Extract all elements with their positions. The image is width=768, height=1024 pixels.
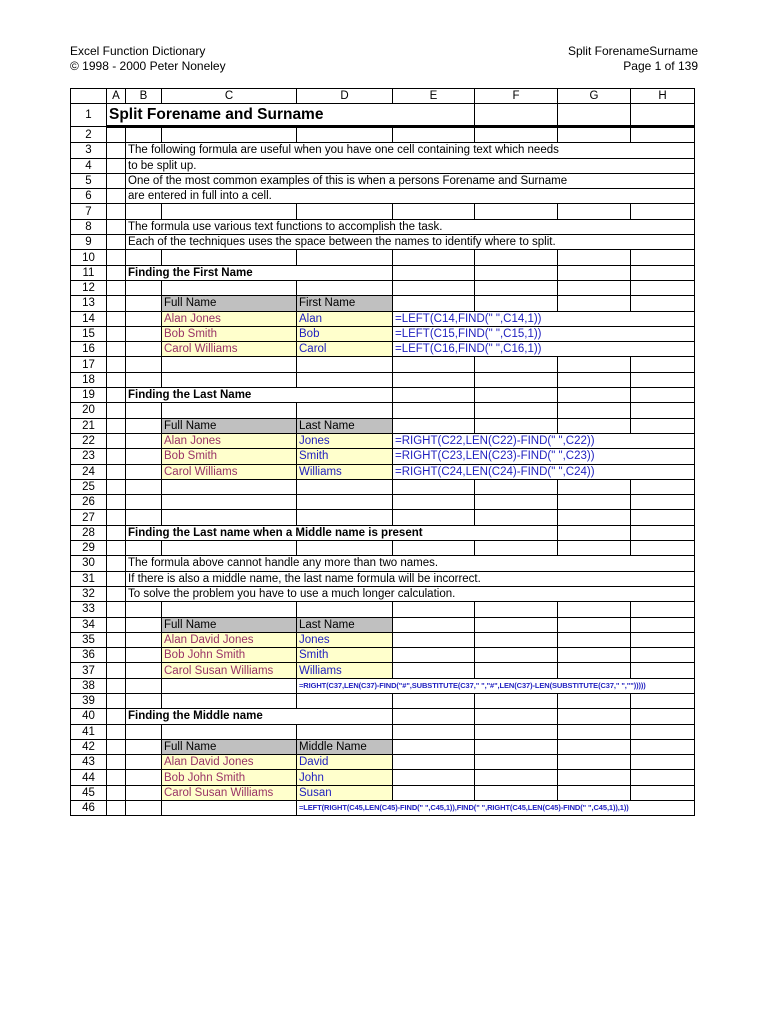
row-number: 11: [71, 265, 107, 280]
full-name-cell[interactable]: Carol Williams: [162, 464, 297, 479]
table-row: [71, 602, 695, 617]
full-name-cell[interactable]: Bob Smith: [162, 449, 297, 464]
row-number: 9: [71, 235, 107, 250]
table-row: [71, 204, 695, 219]
document-header-right: [568, 44, 698, 74]
full-name-cell[interactable]: Alan David Jones: [162, 632, 297, 647]
body-text: The formula above cannot handle any more than two names.: [126, 556, 695, 571]
table-row: [71, 296, 695, 311]
table-row: [71, 693, 695, 708]
table-row: [71, 311, 695, 326]
header-title: Excel Function Dictionary: [70, 44, 206, 58]
row-number: 29: [71, 541, 107, 556]
row-number: 42: [71, 739, 107, 754]
table-row: [71, 433, 695, 448]
row-number: 24: [71, 464, 107, 479]
corner-cell: [71, 89, 107, 104]
table-row: [71, 541, 695, 556]
row-number: 17: [71, 357, 107, 372]
table-row: [71, 770, 695, 785]
table-row: [71, 510, 695, 525]
intro-text: Each of the techniques uses the space between the names to identify where to split.: [126, 235, 695, 250]
row-number: 39: [71, 693, 107, 708]
full-name-cell[interactable]: Bob Smith: [162, 326, 297, 341]
row-number: 43: [71, 755, 107, 770]
table-row: [71, 158, 695, 173]
result-cell[interactable]: Williams: [297, 464, 393, 479]
row-number: 33: [71, 602, 107, 617]
section-heading-first-name: Finding the First Name: [126, 265, 393, 280]
row-number: 36: [71, 648, 107, 663]
row-number: 12: [71, 280, 107, 295]
row-number: 21: [71, 418, 107, 433]
result-cell[interactable]: Jones: [297, 433, 393, 448]
row-number: 5: [71, 173, 107, 188]
column-header-g: G: [558, 89, 631, 104]
column-header-h: H: [631, 89, 695, 104]
document-header-left: [70, 44, 226, 74]
formula-text: =RIGHT(C23,LEN(C23)-FIND(" ",C23)): [393, 449, 695, 464]
table-row: [71, 173, 695, 188]
row-number: 23: [71, 449, 107, 464]
row-number: 46: [71, 801, 107, 816]
section-heading-last-name: Finding the Last Name: [126, 388, 393, 403]
row-number: 3: [71, 143, 107, 158]
column-label-full-name: Full Name: [162, 739, 297, 754]
row-number: 6: [71, 189, 107, 204]
column-label-full-name: Full Name: [162, 296, 297, 311]
row-number: 30: [71, 556, 107, 571]
table-row: [71, 104, 695, 127]
column-label-last-name: Last Name: [297, 418, 393, 433]
table-row: [71, 801, 695, 816]
row-number: 22: [71, 433, 107, 448]
formula-text: =RIGHT(C22,LEN(C22)-FIND(" ",C22)): [393, 433, 695, 448]
row-number: 26: [71, 495, 107, 510]
body-text: To solve the problem you have to use a much longer calculation.: [126, 586, 695, 601]
formula-text-long: =LEFT(RIGHT(C45,LEN(C45)-FIND(" ",C45,1)),FIND(" ",RIGHT(C45,LEN(C45)-FIND(" ",C45,1)),1)): [297, 801, 695, 816]
row-number: 38: [71, 678, 107, 693]
row-number: 1: [71, 104, 107, 127]
full-name-cell[interactable]: Bob John Smith: [162, 770, 297, 785]
row-number: 16: [71, 342, 107, 357]
spreadsheet-grid: [70, 88, 695, 816]
intro-text: One of the most common examples of this is when a persons Forename and Surname: [126, 173, 695, 188]
header-sheet-name: Split ForenameSurname: [567, 44, 698, 58]
table-row: [71, 265, 695, 280]
table-row: [71, 388, 695, 403]
row-number: 40: [71, 709, 107, 724]
row-number: 28: [71, 525, 107, 540]
intro-text: are entered in full into a cell.: [126, 189, 695, 204]
formula-text: =LEFT(C16,FIND(" ",C16,1)): [393, 342, 695, 357]
formula-text-long: =RIGHT(C37,LEN(C37)-FIND("#",SUBSTITUTE(C37," ","#",LEN(C37)-LEN(SUBSTITUTE(C37," ",""))))): [297, 678, 695, 693]
row-number: 45: [71, 785, 107, 800]
row-number: 31: [71, 571, 107, 586]
row-number: 10: [71, 250, 107, 265]
result-cell[interactable]: Bob: [297, 326, 393, 341]
column-label-full-name: Full Name: [162, 617, 297, 632]
full-name-cell[interactable]: Carol Susan Williams: [162, 663, 297, 678]
formula-text: =LEFT(C15,FIND(" ",C15,1)): [393, 326, 695, 341]
table-row: [71, 556, 695, 571]
table-row: [71, 235, 695, 250]
table-row: [71, 372, 695, 387]
table-row: [71, 678, 695, 693]
table-row: [71, 219, 695, 234]
column-header-a: A: [107, 89, 126, 104]
row-number: 14: [71, 311, 107, 326]
row-number: 18: [71, 372, 107, 387]
table-row: [71, 357, 695, 372]
result-cell[interactable]: John: [297, 770, 393, 785]
column-header-b: B: [126, 89, 162, 104]
row-number: 8: [71, 219, 107, 234]
row-number: 15: [71, 326, 107, 341]
row-number: 27: [71, 510, 107, 525]
intro-text: The following formula are useful when you have one cell containing text which needs: [126, 143, 695, 158]
table-row: [71, 785, 695, 800]
header-copyright: © 1998 - 2000 Peter Noneley: [70, 59, 226, 73]
sheet-title: Split Forename and Surname: [107, 104, 475, 127]
table-row: [71, 280, 695, 295]
table-row: [71, 464, 695, 479]
column-header-d: D: [297, 89, 393, 104]
row-number: 13: [71, 296, 107, 311]
table-row: [71, 342, 695, 357]
table-row: [71, 479, 695, 494]
table-row: [71, 663, 695, 678]
column-header-c: C: [162, 89, 297, 104]
intro-text: to be split up.: [126, 158, 695, 173]
table-row: [71, 449, 695, 464]
table-row: [71, 495, 695, 510]
column-header-f: F: [475, 89, 558, 104]
section-heading-middle-name: Finding the Middle name: [126, 709, 393, 724]
header-page-number: Page 1 of 139: [623, 59, 698, 73]
result-cell[interactable]: Alan: [297, 311, 393, 326]
row-number: 44: [71, 770, 107, 785]
column-label-full-name: Full Name: [162, 418, 297, 433]
column-header-row: [71, 89, 695, 104]
full-name-cell[interactable]: Bob John Smith: [162, 648, 297, 663]
column-label-first-name: First Name: [297, 296, 393, 311]
table-row: [71, 403, 695, 418]
section-heading-last-name-middle: Finding the Last name when a Middle name is present: [126, 525, 558, 540]
table-row: [71, 418, 695, 433]
row-number: 25: [71, 479, 107, 494]
table-row: [71, 586, 695, 601]
row-number: 4: [71, 158, 107, 173]
table-row: [71, 755, 695, 770]
result-cell[interactable]: Smith: [297, 648, 393, 663]
table-row: [71, 189, 695, 204]
result-cell[interactable]: David: [297, 755, 393, 770]
table-row: [71, 250, 695, 265]
full-name-cell[interactable]: Alan Jones: [162, 311, 297, 326]
table-row: [71, 632, 695, 647]
row-number: 35: [71, 632, 107, 647]
full-name-cell[interactable]: Alan Jones: [162, 433, 297, 448]
row-number: 20: [71, 403, 107, 418]
result-cell[interactable]: Williams: [297, 663, 393, 678]
result-cell[interactable]: Jones: [297, 632, 393, 647]
table-row: [71, 724, 695, 739]
row-number: 7: [71, 204, 107, 219]
column-label-middle-name: Middle Name: [297, 739, 393, 754]
table-row: [71, 648, 695, 663]
row-number: 34: [71, 617, 107, 632]
table-row: [71, 127, 695, 143]
full-name-cell[interactable]: Carol Williams: [162, 342, 297, 357]
formula-text: =RIGHT(C24,LEN(C24)-FIND(" ",C24)): [393, 464, 695, 479]
body-text: If there is also a middle name, the last name formula will be incorrect.: [126, 571, 695, 586]
full-name-cell[interactable]: Carol Susan Williams: [162, 785, 297, 800]
full-name-cell[interactable]: Alan David Jones: [162, 755, 297, 770]
result-cell[interactable]: Susan: [297, 785, 393, 800]
table-row: [71, 143, 695, 158]
row-number: 2: [71, 127, 107, 143]
intro-text: The formula use various text functions to accomplish the task.: [126, 219, 695, 234]
column-header-e: E: [393, 89, 475, 104]
result-cell[interactable]: Smith: [297, 449, 393, 464]
row-number: 37: [71, 663, 107, 678]
row-number: 19: [71, 388, 107, 403]
spreadsheet: [70, 88, 695, 816]
table-row: [71, 709, 695, 724]
column-label-last-name: Last Name: [297, 617, 393, 632]
table-row: [71, 525, 695, 540]
table-row: [71, 739, 695, 754]
row-number: 32: [71, 586, 107, 601]
table-row: [71, 326, 695, 341]
row-number: 41: [71, 724, 107, 739]
result-cell[interactable]: Carol: [297, 342, 393, 357]
formula-text: =LEFT(C14,FIND(" ",C14,1)): [393, 311, 695, 326]
table-row: [71, 617, 695, 632]
table-row: [71, 571, 695, 586]
